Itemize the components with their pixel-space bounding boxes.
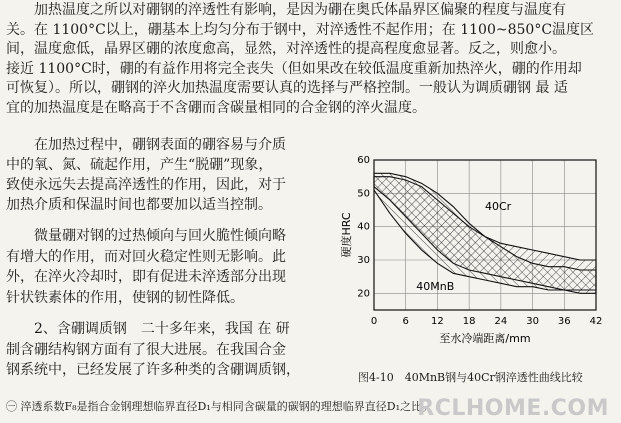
paragraph1-line: 接近 1100°C时，硼的有益作用将完全丧失（但如果改在较低温度重新加热淬火，硼的作用却 <box>6 60 582 77</box>
paragraph2-line: 在加热过程中，硼钢表面的硼容易与介质 <box>34 137 286 153</box>
paragraph1-line: 关。在 1100°C以上，硼基本上均匀分布于钢中，对淬透性不起作用；在 1100~850°C温度区 <box>6 21 595 38</box>
footnote: ㊀ 淬透系数F₈是指合金钢理想临界直径D₁与相同含碳量的碳钢的理想临界直径D₁之比。 <box>6 400 433 413</box>
paragraph3-line: 外，在淬火冷却时，即有促进未淬透部分出现 <box>6 269 286 285</box>
y-tick-label: 60 <box>357 155 370 166</box>
paragraph2-line: 致使永远失去提高淬透性的作用，因此，对于 <box>6 177 286 193</box>
hardenability-chart <box>340 128 612 368</box>
y-tick-label: 40 <box>357 221 370 233</box>
paragraph1-line: 间，温度愈低，晶界区硼的浓度愈高，显然，对淬透性的提高程度愈显著。反之，则愈小。 <box>6 41 566 57</box>
y-tick-label: 20 <box>357 288 370 300</box>
watermark: RCLHOME.COM <box>417 396 609 421</box>
x-tick-label: 18 <box>462 316 476 327</box>
series-label-40mnb: 40MnB <box>416 280 455 293</box>
series-label-40cr: 40Cr <box>485 200 512 213</box>
paragraph1-line: 宜的加热温度是在略高于不含硼而含碳量相同的合金钢的淬火温度。 <box>6 99 426 116</box>
x-tick-label: 36 <box>557 316 571 327</box>
paragraph1-line: 可恢复）。所以，硼钢的淬火加热温度需要认真的选择与严格控制。一般认为调质硼钢 最 适 <box>6 80 568 96</box>
paragraph4-line: 制含硼结构钢方面有了很大进展。在我国合金 <box>6 341 286 358</box>
y-axis-label: 硬度HRC <box>340 212 353 258</box>
paragraph4-line: 钢系统中，已经发展了许多种类的含硼调质钢， <box>6 362 300 378</box>
x-axis-label: 至水冷端距离/mm <box>439 332 531 345</box>
x-tick-label: 30 <box>526 316 539 327</box>
y-tick-label: 50 <box>357 188 370 200</box>
paragraph3-line: 有增大的作用，而对回火稳定性则无影响。此 <box>6 248 286 265</box>
x-tick-label: 42 <box>589 316 603 327</box>
x-tick-label: 6 <box>402 316 409 327</box>
paragraph4-line: 2、含硼调质钢 二十多年来，我国 在 研 <box>34 321 290 337</box>
paragraph1-line: 加热温度之所以对硼钢的淬透性有影响，是因为硼在奥氏体晶界区偏聚的程度与温度有 <box>34 2 566 18</box>
paragraph3-line: 微量硼对钢的过热倾向与回火脆性倾向略 <box>34 228 286 244</box>
band-40mnb <box>374 173 596 290</box>
x-tick-label: 12 <box>431 316 444 327</box>
paragraph2-line: 中的氧、氮、硫起作用，产生“脱硼”现象， <box>6 157 273 173</box>
figure-caption: 图4-10 40MnB钢与40Cr钢淬透性曲线比较 <box>358 371 583 384</box>
x-tick-label: 24 <box>494 316 508 327</box>
y-tick-label: 30 <box>357 255 370 266</box>
x-tick-label: 0 <box>370 316 378 327</box>
paragraph3-line: 针状铁素体的作用，使钢的韧性降低。 <box>6 289 244 306</box>
paragraph2-line: 加热介质和保温时间也都要加以适当控制。 <box>6 197 272 213</box>
